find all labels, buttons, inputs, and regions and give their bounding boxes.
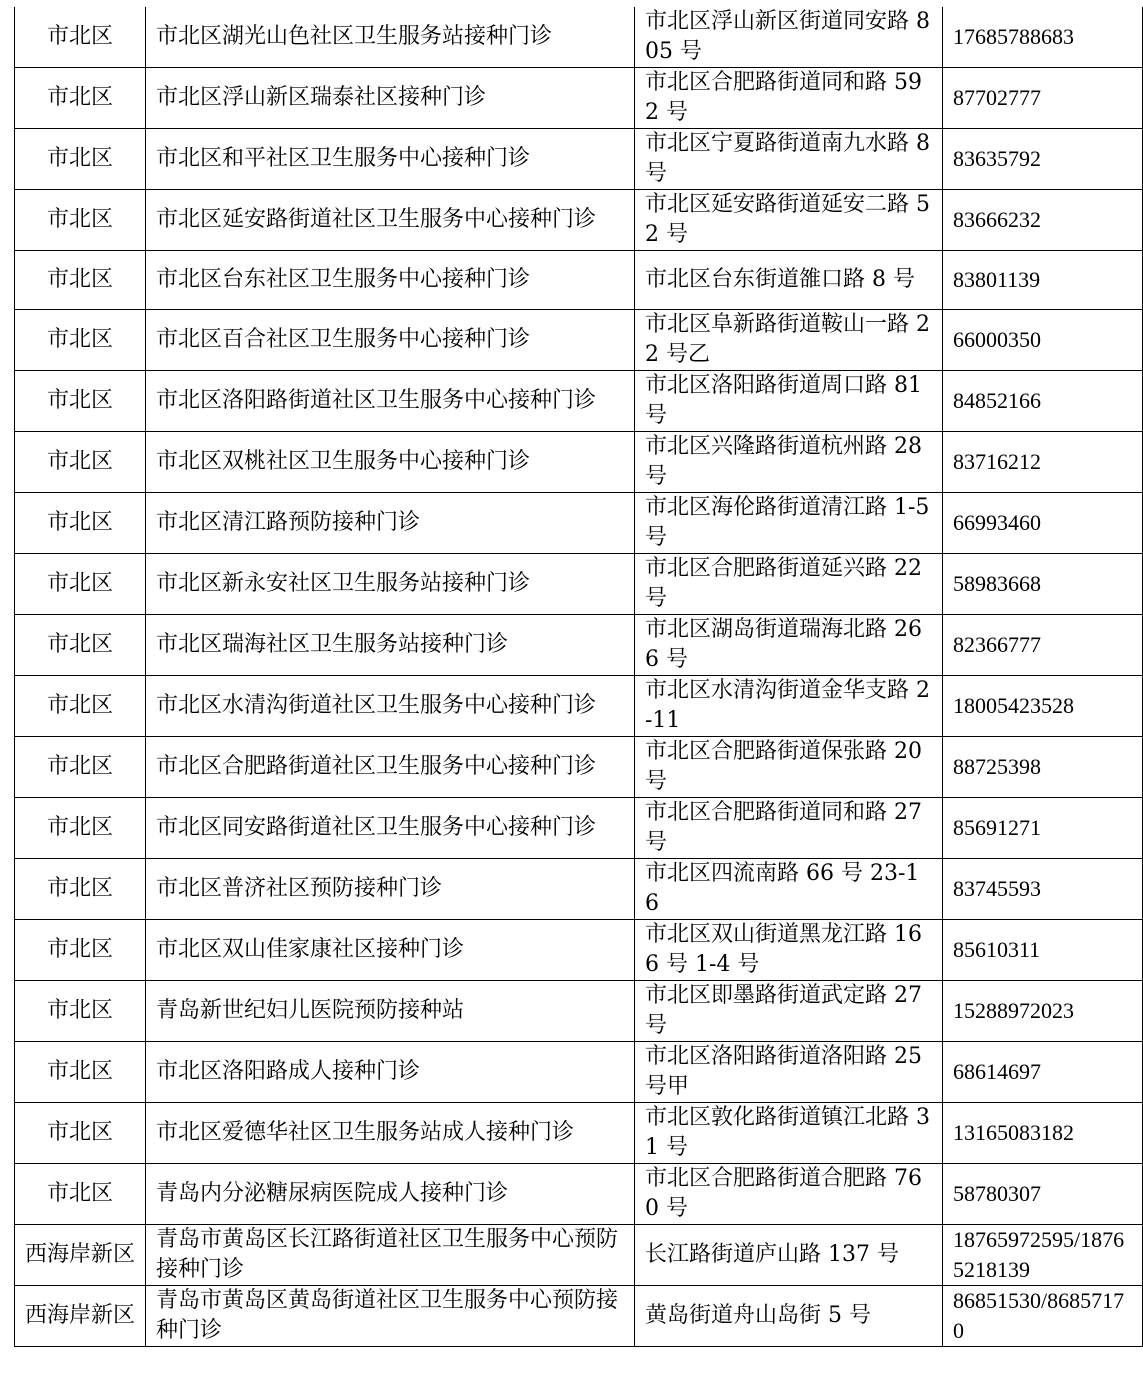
address-cell: 市北区湖岛街道瑞海北路 266 号 [635, 615, 943, 676]
address-cell: 黄岛街道舟山岛街 5 号 [635, 1286, 943, 1347]
phone-cell: 87702777 [943, 68, 1143, 129]
address-cell: 市北区敦化路街道镇江北路 31 号 [635, 1103, 943, 1164]
table-row [15, 1286, 1143, 1347]
table-row [15, 676, 1143, 737]
phone-cell: 83716212 [943, 432, 1143, 493]
clinic-name-cell: 市北区双桃社区卫生服务中心接种门诊 [146, 432, 635, 493]
phone-cell: 83635792 [943, 129, 1143, 190]
table-row [15, 68, 1143, 129]
clinic-name-cell: 青岛市黄岛区长江路街道社区卫生服务中心预防接种门诊 [146, 1225, 635, 1286]
table-row [15, 737, 1143, 798]
address-cell: 市北区合肥路街道延兴路 22 号 [635, 554, 943, 615]
table-row [15, 251, 1143, 310]
address-cell: 市北区即墨路街道武定路 27 号 [635, 981, 943, 1042]
address-cell: 市北区合肥路街道合肥路 760 号 [635, 1164, 943, 1225]
table-row [15, 310, 1143, 371]
address-cell: 长江路街道庐山路 137 号 [635, 1225, 943, 1286]
table-row [15, 1103, 1143, 1164]
table-row [15, 1164, 1143, 1225]
phone-cell: 82366777 [943, 615, 1143, 676]
clinic-name-cell: 市北区爱德华社区卫生服务站成人接种门诊 [146, 1103, 635, 1164]
clinic-name-cell: 青岛新世纪妇儿医院预防接种站 [146, 981, 635, 1042]
address-cell: 市北区延安路街道延安二路 52 号 [635, 190, 943, 251]
table-row [15, 129, 1143, 190]
district-cell: 市北区 [15, 1042, 146, 1103]
clinic-name-cell: 市北区和平社区卫生服务中心接种门诊 [146, 129, 635, 190]
address-cell: 市北区台东街道雒口路 8 号 [635, 251, 943, 310]
district-cell: 市北区 [15, 310, 146, 371]
phone-cell: 88725398 [943, 737, 1143, 798]
district-cell: 市北区 [15, 798, 146, 859]
clinic-name-cell: 市北区百合社区卫生服务中心接种门诊 [146, 310, 635, 371]
district-cell: 市北区 [15, 371, 146, 432]
clinic-name-cell: 市北区湖光山色社区卫生服务站接种门诊 [146, 7, 635, 68]
clinic-name-cell: 市北区洛阳路成人接种门诊 [146, 1042, 635, 1103]
phone-cell: 17685788683 [943, 7, 1143, 68]
district-cell: 市北区 [15, 737, 146, 798]
phone-cell: 58983668 [943, 554, 1143, 615]
district-cell: 市北区 [15, 859, 146, 920]
table-row [15, 493, 1143, 554]
vaccination-clinic-table [14, 7, 1143, 1347]
clinic-name-cell: 市北区台东社区卫生服务中心接种门诊 [146, 251, 635, 310]
phone-cell: 68614697 [943, 1042, 1143, 1103]
table-row [15, 615, 1143, 676]
address-cell: 市北区兴隆路街道杭州路 28 号 [635, 432, 943, 493]
phone-cell: 83745593 [943, 859, 1143, 920]
table-row [15, 981, 1143, 1042]
table-row [15, 920, 1143, 981]
district-cell: 市北区 [15, 554, 146, 615]
district-cell: 市北区 [15, 190, 146, 251]
phone-cell: 84852166 [943, 371, 1143, 432]
phone-cell: 85691271 [943, 798, 1143, 859]
clinic-name-cell: 市北区合肥路街道社区卫生服务中心接种门诊 [146, 737, 635, 798]
clinic-name-cell: 市北区洛阳路街道社区卫生服务中心接种门诊 [146, 371, 635, 432]
district-cell: 市北区 [15, 432, 146, 493]
district-cell: 市北区 [15, 251, 146, 310]
table-row [15, 190, 1143, 251]
address-cell: 市北区阜新路街道鞍山一路 22 号乙 [635, 310, 943, 371]
clinic-name-cell: 市北区双山佳家康社区接种门诊 [146, 920, 635, 981]
address-cell: 市北区合肥路街道同和路 592 号 [635, 68, 943, 129]
table-body [15, 7, 1143, 1347]
table-row [15, 1225, 1143, 1286]
table-row [15, 432, 1143, 493]
district-cell: 市北区 [15, 68, 146, 129]
address-cell: 市北区洛阳路街道周口路 81 号 [635, 371, 943, 432]
phone-cell: 58780307 [943, 1164, 1143, 1225]
table-row [15, 798, 1143, 859]
phone-cell: 13165083182 [943, 1103, 1143, 1164]
address-cell: 市北区浮山新区街道同安路 805 号 [635, 7, 943, 68]
table-row [15, 554, 1143, 615]
clinic-name-cell: 青岛市黄岛区黄岛街道社区卫生服务中心预防接种门诊 [146, 1286, 635, 1347]
address-cell: 市北区四流南路 66 号 23-16 [635, 859, 943, 920]
address-cell: 市北区宁夏路街道南九水路 8 号 [635, 129, 943, 190]
phone-cell: 15288972023 [943, 981, 1143, 1042]
table-row [15, 859, 1143, 920]
address-cell: 市北区洛阳路街道洛阳路 25 号甲 [635, 1042, 943, 1103]
address-cell: 市北区双山街道黑龙江路 166 号 1-4 号 [635, 920, 943, 981]
clinic-name-cell: 市北区普济社区预防接种门诊 [146, 859, 635, 920]
district-cell: 市北区 [15, 615, 146, 676]
phone-cell: 83801139 [943, 251, 1143, 310]
district-cell: 市北区 [15, 981, 146, 1042]
clinic-name-cell: 市北区新永安社区卫生服务站接种门诊 [146, 554, 635, 615]
phone-cell: 83666232 [943, 190, 1143, 251]
phone-cell: 66993460 [943, 493, 1143, 554]
phone-cell: 66000350 [943, 310, 1143, 371]
address-cell: 市北区水清沟街道金华支路 2-11 [635, 676, 943, 737]
table-row [15, 1042, 1143, 1103]
clinic-name-cell: 市北区水清沟街道社区卫生服务中心接种门诊 [146, 676, 635, 737]
district-cell: 市北区 [15, 7, 146, 68]
clinic-name-cell: 青岛内分泌糖尿病医院成人接种门诊 [146, 1164, 635, 1225]
phone-cell: 86851530/86857170 [943, 1286, 1143, 1347]
district-cell: 市北区 [15, 920, 146, 981]
clinic-name-cell: 市北区延安路街道社区卫生服务中心接种门诊 [146, 190, 635, 251]
district-cell: 西海岸新区 [15, 1286, 146, 1347]
clinic-name-cell: 市北区同安路街道社区卫生服务中心接种门诊 [146, 798, 635, 859]
phone-cell: 18765972595/18765218139 [943, 1225, 1143, 1286]
address-cell: 市北区海伦路街道清江路 1-5 号 [635, 493, 943, 554]
address-cell: 市北区合肥路街道保张路 20 号 [635, 737, 943, 798]
phone-cell: 85610311 [943, 920, 1143, 981]
phone-cell: 18005423528 [943, 676, 1143, 737]
district-cell: 市北区 [15, 1103, 146, 1164]
district-cell: 西海岸新区 [15, 1225, 146, 1286]
district-cell: 市北区 [15, 493, 146, 554]
address-cell: 市北区合肥路街道同和路 27 号 [635, 798, 943, 859]
clinic-name-cell: 市北区浮山新区瑞泰社区接种门诊 [146, 68, 635, 129]
district-cell: 市北区 [15, 1164, 146, 1225]
clinic-name-cell: 市北区瑞海社区卫生服务站接种门诊 [146, 615, 635, 676]
table-row [15, 371, 1143, 432]
clinic-name-cell: 市北区清江路预防接种门诊 [146, 493, 635, 554]
table-row [15, 7, 1143, 68]
district-cell: 市北区 [15, 129, 146, 190]
district-cell: 市北区 [15, 676, 146, 737]
